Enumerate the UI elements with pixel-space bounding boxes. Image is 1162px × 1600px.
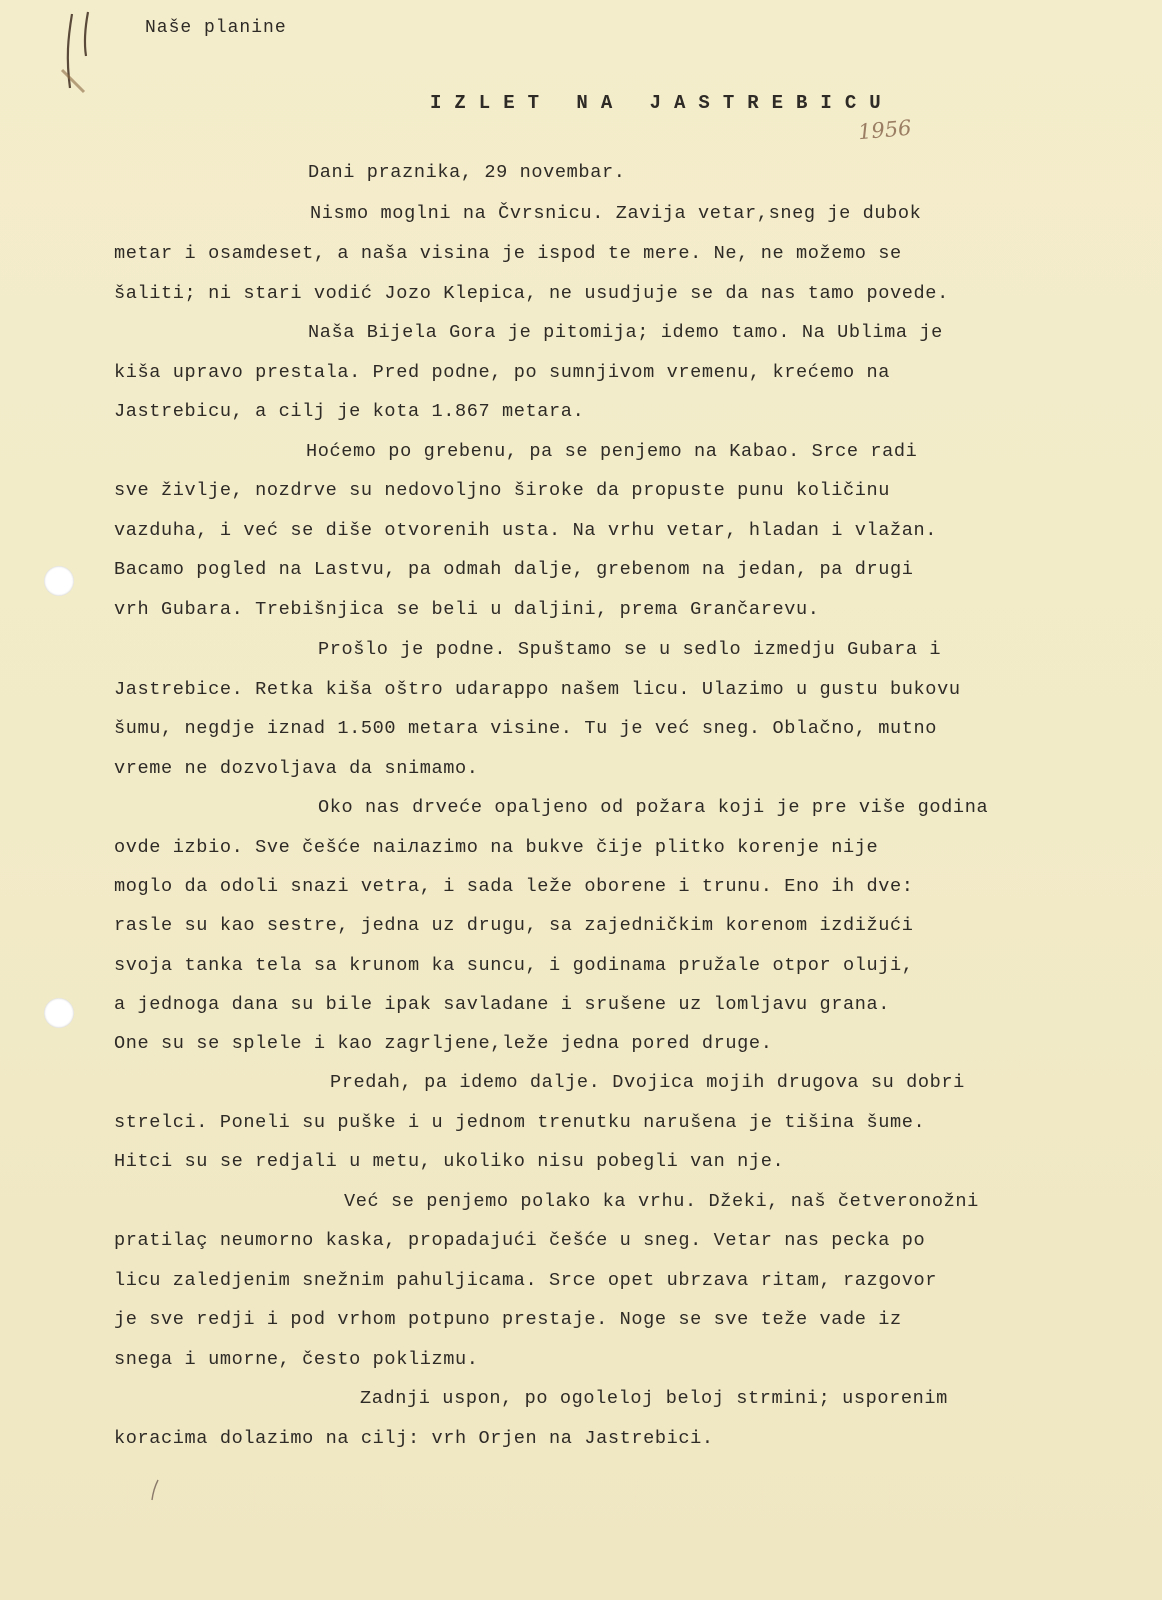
document-title: IZLET NA JASTREBICU [430,92,894,114]
text-line: Hitci su se redjali u metu, ukoliko nisu pobegli van nje. [114,1151,785,1172]
text-line: Dani praznika, 29 novembar. [308,162,626,183]
text-line: svoja tanka tela sa krunom ka suncu, i godinama pružale otpor oluji, [114,955,914,976]
text-line: Oko nas drveće opaljeno od požara koji je pre više godina [318,797,989,818]
publication-header: Naše planine [145,18,287,38]
text-line: šumu, negdje iznad 1.500 metara visine. Tu je već sneg. Oblačno, mutno [114,718,938,739]
text-line: vreme ne dozvoljava da snimamo. [114,758,479,779]
punch-hole-upper [44,566,74,596]
text-line: ovde izbio. Sve češće naiлazimo na bukve čije plitko korenje nije [114,837,879,858]
text-line: moglo da odoli snazi vetra, i sada leže oborene i trunu. Eno ih dve: [114,876,914,897]
text-line: One su se splele i kao zagrljene,leže jedna pored druge. [114,1033,773,1054]
text-line: Jastrebicu, a cilj je kota 1.867 metara. [114,401,585,422]
text-line: a jednoga dana su bile ipak savladane i srušene uz lomljavu grana. [114,994,891,1015]
text-line: strelci. Poneli su puške i u jednom trenutku narušena je tišina šume. [114,1112,926,1133]
text-line: Zadnji uspon, po ogolelој beloj strmini; usporenim [360,1388,948,1409]
text-line: licu zaledjenim snežnim pahuljicama. Srce opet ubrzava ritam, razgovor [114,1270,938,1291]
text-line: koracima dolazimo na cilj: vrh Orjen na Jastrebici. [114,1428,714,1449]
text-line: metar i osamdeset, a naša visina je ispod te mere. Ne, ne možemo se [114,243,902,264]
pencil-tick-mark [148,1478,162,1502]
text-line: šaliti; ni stari vodić Jozo Klepica, ne usudjuje se da nas tamo povede. [114,283,949,304]
text-line: Naša Bijela Gora je pitomija; idemo tamo. Na Ublima je [308,322,943,343]
text-line: pratilaç neumorno kaska, propadajući češće u sneg. Vetar nas pecka po [114,1230,926,1251]
text-line: Bacamo pogled na Lastvu, pa odmah dalje, grebenom na jedan, pa drugi [114,559,914,580]
text-line: kiša upravo prestala. Pred podne, po sumnjivom vremenu, krećemo na [114,362,891,383]
margin-pen-marks [58,8,98,98]
text-line: Već se penjemo polako ka vrhu. Džeki, naš četveronožni [344,1191,979,1212]
text-line: Hoćemo po grebenu, pa se penjemo na Kabao. Srce radi [306,441,918,462]
punch-hole-lower [44,998,74,1028]
text-line: je sve redji i pod vrhom potpuno prestaje. Noge se sve teže vade iz [114,1309,902,1330]
text-line: Nismo moglni na Čvrsnicu. Zavija vetar,sneg je dubok [310,203,922,224]
text-line: Prošlo je podne. Spuštamo se u sedlo izmedju Gubara i [318,639,942,660]
handwritten-year: 1956 [857,115,913,145]
text-line: rasle su kao sestre, jedna uz drugu, sa zajedničkim korenom izdižući [114,915,914,936]
text-line: snega i umorne, često poklizmu. [114,1349,479,1370]
text-line: Jastrebice. Retka kiša oštro udarappo našem licu. Ulazimo u gustu bukovu [114,679,961,700]
text-line: sve življe, nozdrve su nedovoljno široke da propuste punu količinu [114,480,891,501]
text-line: vazduha, i već se diše otvorenih usta. Na vrhu vetar, hladan i vlažan. [114,520,938,541]
text-line: vrh Gubara. Trebišnjica se beli u daljini, prema Grančarevu. [114,599,820,620]
text-line: Predah, pa idemo dalje. Dvojica mojih drugova su dobri [330,1072,965,1093]
